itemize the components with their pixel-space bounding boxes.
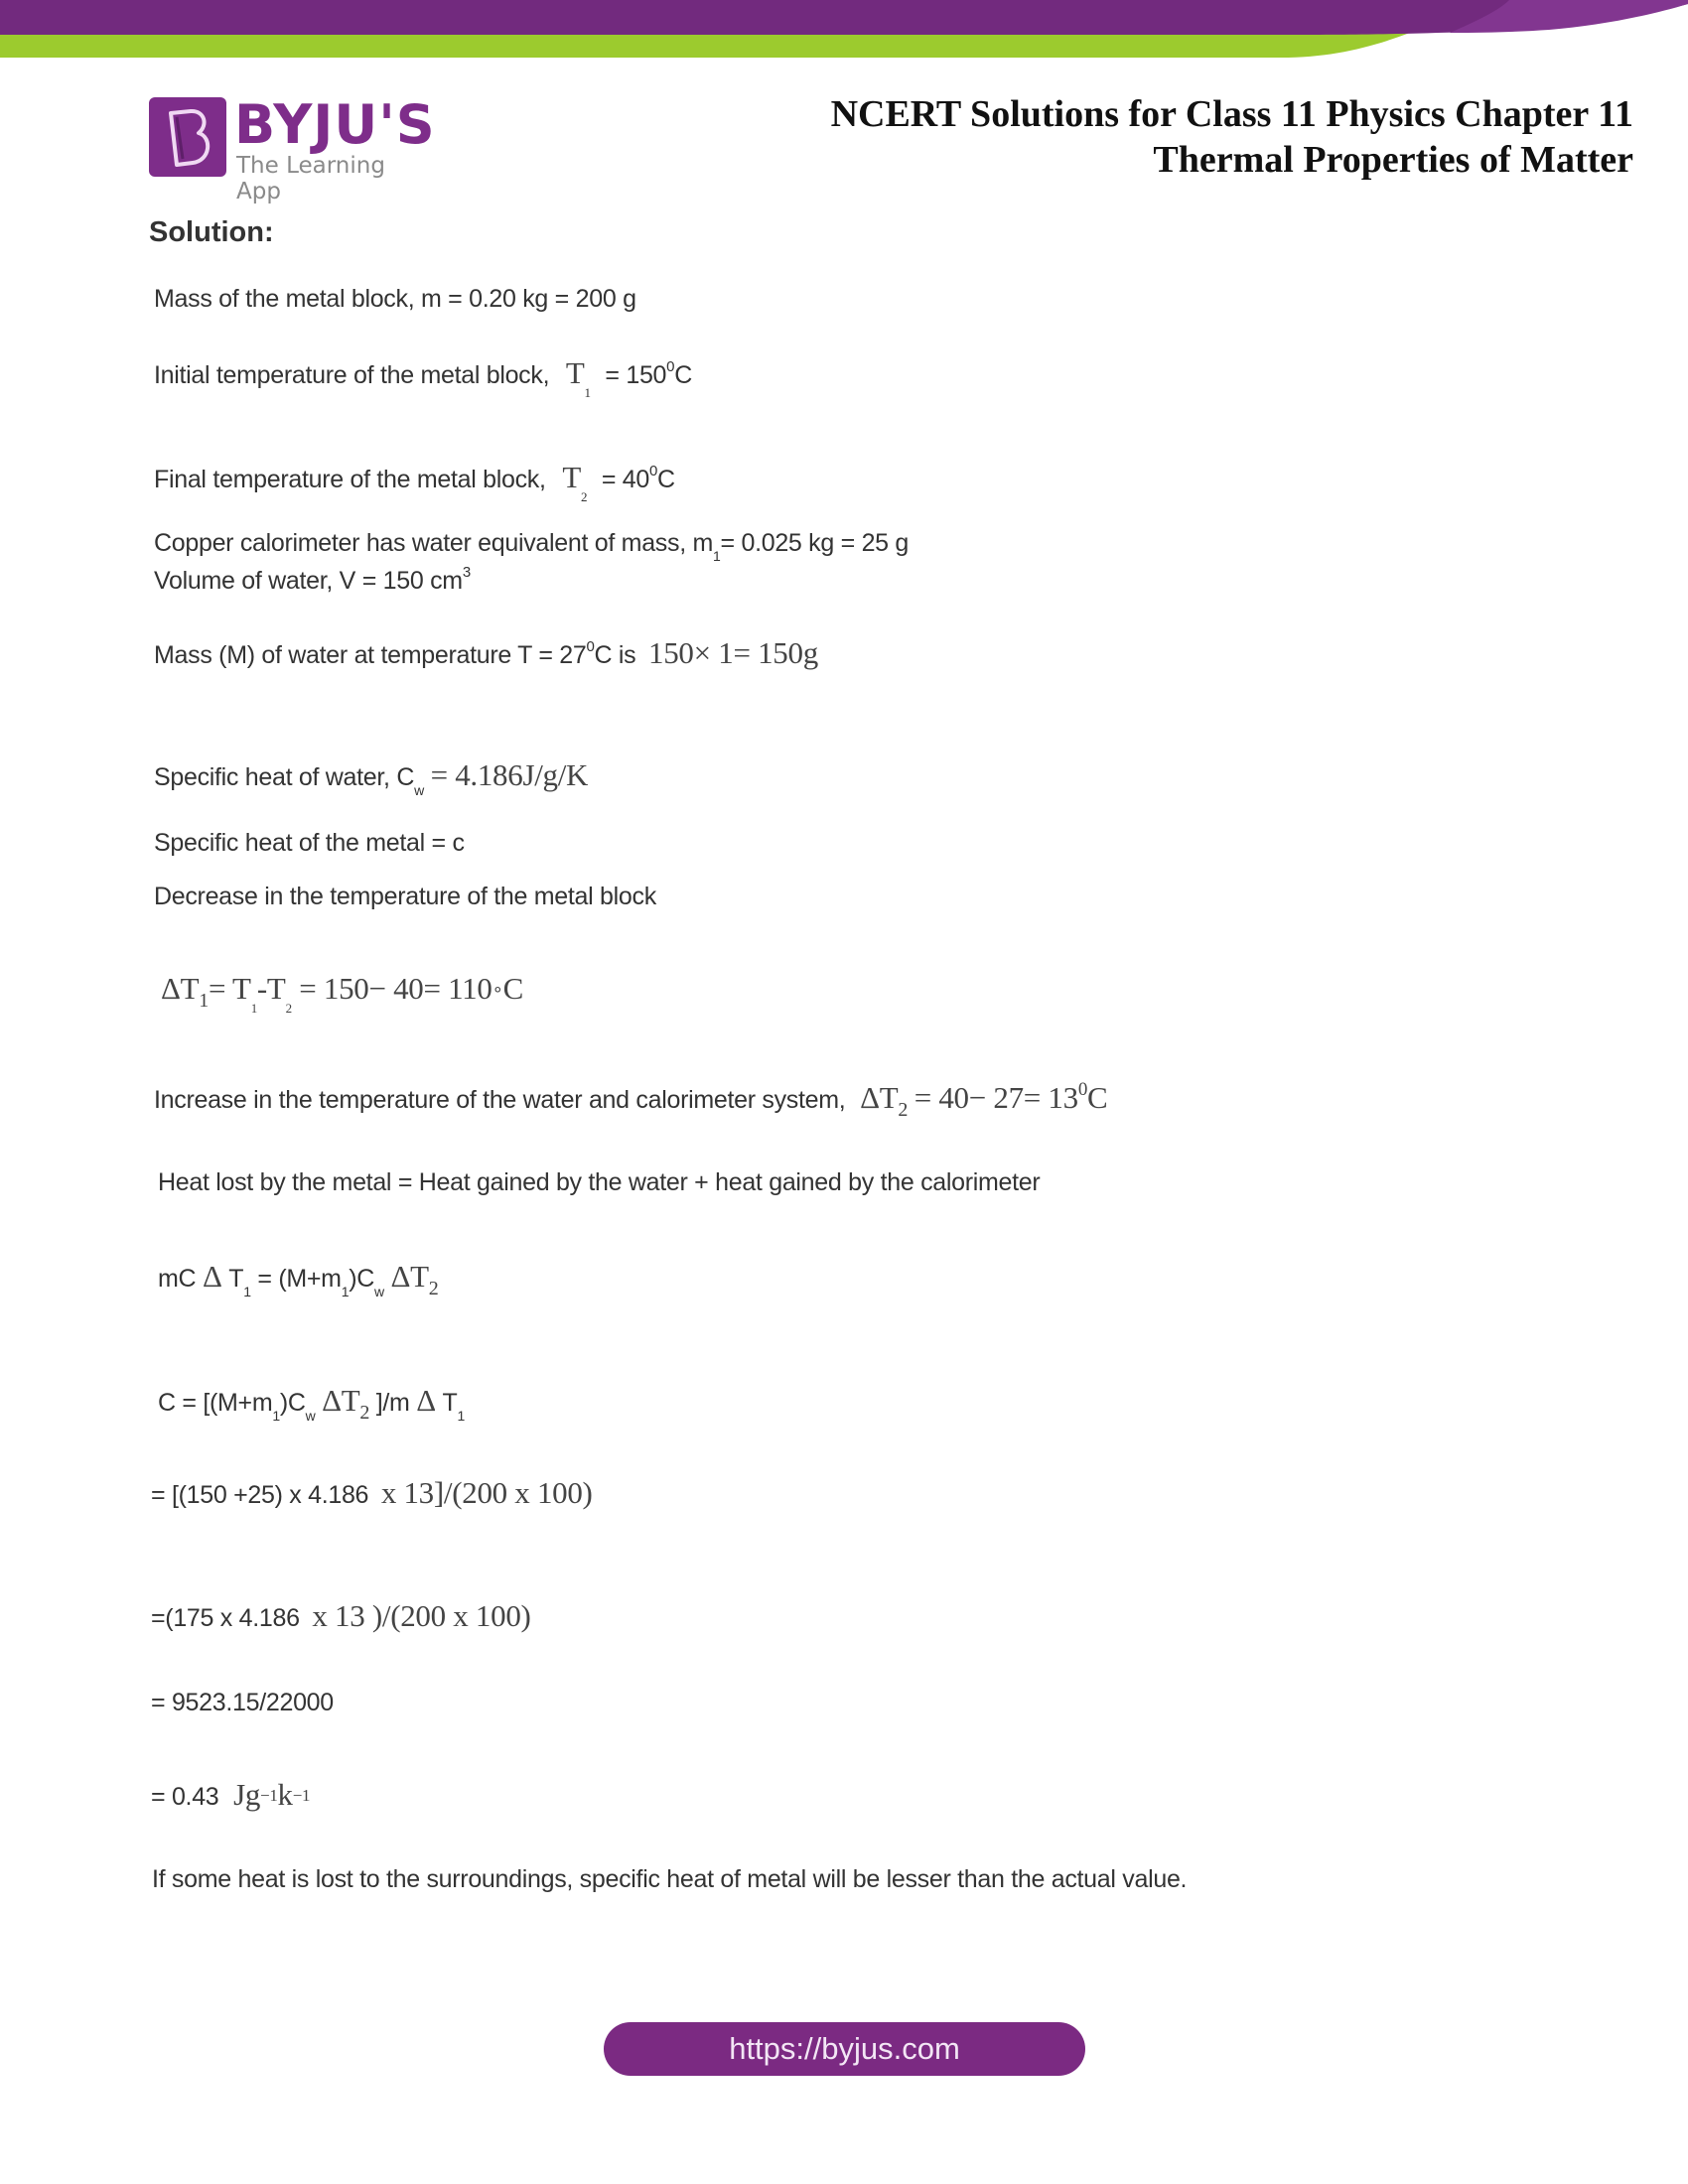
eq2-delta: Δ [416,1383,436,1418]
document-title [831,91,1633,183]
byjus-website-link[interactable]: https://byjus.com [604,2022,1085,2076]
title-line-2: Thermal Properties of Matter [1153,139,1633,181]
logo-tagline: The Learning App [236,153,385,205]
eq2-t1-subscript: 1 [457,1408,466,1424]
m1-subscript: 1 [713,548,721,564]
calc2-part-a: =(175 x 4.186 [151,1604,300,1632]
t1-label: Initial temperature of the metal block, [154,361,550,389]
specific-heat-metal-line: Specific heat of the metal = c [154,829,465,857]
delta-t1-result: = 150− 40= 110 [299,971,492,1006]
mass-of-block-line: Mass of the metal block, m = 0.20 kg = 200 g [154,285,636,313]
initial-temperature-line [154,355,692,401]
cw-value: = 4.186J/g/K [430,757,589,792]
delta-t2-value: = 40− 27= 13 [914,1080,1078,1115]
decrease-temperature-line: Decrease in the temperature of the metal block [154,883,656,910]
eq2-c-text: C = [(M+m [158,1389,273,1417]
delta-t1-subscript: 1 [199,990,209,1012]
result-unit-exp-1: −1 [260,1786,278,1805]
t2-term: -T [256,971,286,1006]
volume-exponent: 3 [462,564,471,581]
delta-t1-symbol: ΔT [161,971,200,1006]
header-banner [0,0,1688,69]
final-result-line [151,1777,310,1813]
eq2-cw: )C [279,1389,306,1417]
mass-of-water-line [154,635,818,671]
delta-t2-subscript: 2 [898,1099,909,1121]
eq2-delta-t2: ΔT [322,1383,360,1418]
conclusion-line: If some heat is lost to the surroundings, specific heat of metal will be lesser than the actual value. [152,1865,1188,1893]
calculation-step-3: = 9523.15/22000 [151,1689,334,1716]
calc1-part-a: = [(150 +25) x 4.186 [151,1481,369,1509]
t1-degree: 0 [666,358,675,375]
calc2-part-b: x 13 )/(200 x 100) [312,1598,531,1633]
t2-subscript: 2 [580,489,588,504]
eq1-m1-subscript: 1 [341,1284,350,1299]
eq1-delta-t2-subscript: 2 [428,1278,439,1299]
eq2-cw-subscript: w [305,1408,316,1424]
eq1-mass-sum: = (M+m [257,1265,342,1293]
t2-unit: C [657,466,675,493]
eq1-cw-subscript: w [373,1284,384,1299]
t2-term-subscript: 2 [285,1001,292,1016]
mass-water-text: Mass (M) of water at temperature T = 27 [154,641,587,669]
specific-heat-water-line [154,757,588,798]
result-value: = 0.43 [151,1783,219,1811]
heat-equation-2 [158,1383,465,1425]
result-unit-jg: Jg [233,1777,261,1812]
eq2-delta-t2-subscript: 2 [359,1402,370,1424]
eq1-delta: Δ [202,1259,222,1294]
solution-heading: Solution: [149,216,274,248]
delta-t1-degree: ∘ [492,979,503,999]
increase-text: Increase in the temperature of the water and calorimeter system, [154,1086,846,1114]
calorimeter-line [154,529,909,564]
t1-symbol: T [565,355,585,390]
title-line-1: NCERT Solutions for Class 11 Physics Chapter 11 [830,93,1633,135]
delta-t2-unit: C [1087,1080,1108,1115]
t1-unit: C [674,361,692,389]
cw-subscript: w [414,782,424,798]
banner-wave-graphic [0,0,1688,69]
result-unit-k: k [277,1777,293,1812]
calc1-part-b: x 13]/(200 x 100) [380,1475,593,1510]
delta-t2-symbol: ΔT [860,1080,899,1115]
t2-symbol: T [562,460,581,494]
t1-term-subscript: 1 [250,1001,257,1016]
delta-t2-degree: 0 [1077,1079,1088,1100]
final-temperature-line [154,460,675,505]
increase-temperature-line [154,1079,1107,1122]
result-unit-exp-2: −1 [292,1786,311,1805]
volume-text: Volume of water, V = 150 cm [154,567,463,595]
calorimeter-value: = 0.025 kg = 25 g [720,529,910,557]
eq1-cw: )C [349,1265,374,1293]
t2-value: = 40 [601,466,649,493]
t1-value: = 150 [605,361,667,389]
eq2-divide-m: ]/m [375,1389,410,1417]
delta-t1-equation [161,971,523,1017]
eq2-t: T [442,1389,458,1417]
logo-wordmark: BYJU'S [234,93,436,156]
eq1-delta-t2: ΔT [390,1259,429,1294]
eq1-t-subscript: 1 [243,1284,251,1299]
delta-t1-unit: C [502,971,523,1006]
eq2-m1-subscript: 1 [272,1408,280,1424]
byjus-logo [149,93,437,205]
volume-line [154,564,471,596]
calculation-step-1 [151,1475,593,1511]
heat-balance-line: Heat lost by the metal = Heat gained by the water + heat gained by the calorimeter [158,1168,1041,1196]
mass-water-degree: 0 [586,638,595,655]
calculation-step-2 [151,1598,531,1634]
t2-degree: 0 [648,463,658,479]
cw-text: Specific heat of water, C [154,763,415,791]
calorimeter-text: Copper calorimeter has water equivalent of mass, m [154,529,714,557]
mass-water-unit: C is [594,641,636,669]
mass-water-equation: 150× 1= 150g [648,635,818,670]
t2-label: Final temperature of the metal block, [154,466,546,493]
t1-subscript: 1 [584,385,591,400]
t1-term: = T [208,971,251,1006]
byjus-b-logo-icon [149,97,226,177]
heat-equation-1 [158,1259,438,1300]
eq1-t: T [228,1265,244,1293]
eq1-mc: mC [158,1265,197,1293]
